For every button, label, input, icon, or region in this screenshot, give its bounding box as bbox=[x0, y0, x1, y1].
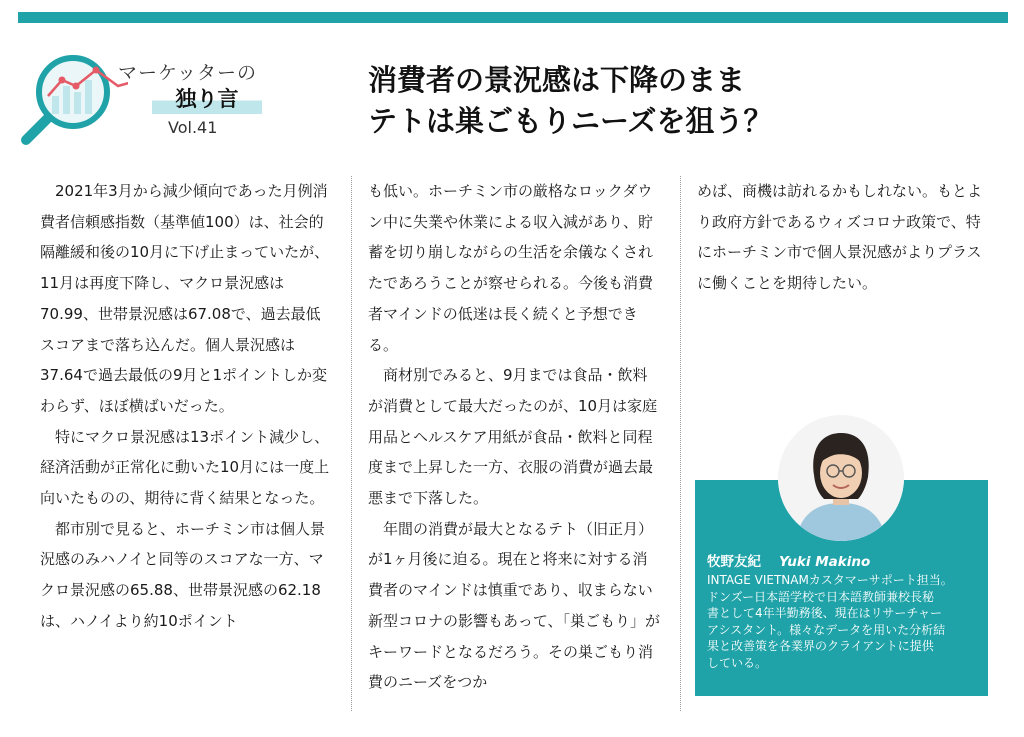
magnifier-chart-icon bbox=[18, 46, 128, 146]
author-bio-line: ドンズー日本語学校で日本語教師兼校長秘 bbox=[707, 589, 935, 604]
article-headline bbox=[368, 60, 888, 142]
column-series-logo bbox=[18, 46, 288, 146]
article-column-2 bbox=[368, 176, 662, 698]
series-subtitle bbox=[152, 84, 262, 114]
article-column-3 bbox=[697, 176, 991, 299]
paragraph: めば、商機は訪れるかもしれない。もとより政府方針であるウィズコロナ政策で、特にホーチミン市で個人景況感がよりプラスに働くことを期待したい。 bbox=[697, 182, 983, 293]
paragraph: も低い。ホーチミン市の厳格なロックダウン中に失業や休業による収入減があり、貯蓄を切り崩しながらの生活を余儀なくされたであろうことが察せられる。今後も消費者マインドの低迷は長く続くと予想できる。 bbox=[368, 182, 654, 354]
author-bio-line: 果と改善策を各業界のクライアントに提供 bbox=[707, 639, 934, 654]
headline-line-2: テトは巣ごもりニーズを狙う？ bbox=[368, 104, 773, 138]
series-name: マーケッターの bbox=[118, 62, 258, 84]
author-bio-line: している。 bbox=[707, 655, 768, 670]
article-column-1 bbox=[40, 176, 334, 637]
author-bio-line: アシスタント。様々なデータを用いた分析結 bbox=[707, 622, 946, 637]
paragraph: 2021年3月から減少傾向であった月例消費者信頼感指数（基準値100）は、社会的隔離緩和後の10月に下げ止まっていたが、11月は再度下降し、マクロ景況感は70.99、世帯景況感は67.08で、過去最低スコアまで落ち込んだ。個人景況感は37.64で過去最低の9月と1ポイントしか変わらず、ほぼ横ばいだった。 bbox=[40, 182, 330, 415]
column-divider bbox=[351, 176, 352, 711]
author-name-ja: 牧野友紀 bbox=[707, 554, 761, 570]
series-subtitle-text: 独り言 bbox=[175, 87, 239, 111]
author-name bbox=[707, 550, 870, 570]
column-divider bbox=[680, 176, 681, 711]
author-name-en: Yuki Makino bbox=[779, 554, 871, 570]
author-portrait-icon bbox=[778, 415, 904, 541]
author-photo bbox=[778, 415, 904, 541]
author-bio bbox=[707, 572, 983, 672]
paragraph: 商材別でみると、9月までは食品・飲料が消費として最大だったのが、10月は家庭用品とヘルスケア用紙が食品・飲料と同程度まで上昇した一方、衣服の消費が過去最悪まで下落した。 bbox=[368, 366, 658, 508]
top-accent-bar bbox=[18, 12, 1008, 23]
paragraph: 都市別で見ると、ホーチミン市は個人景況感のみハノイと同等のスコアな一方、マクロ景況感の65.88、世帯景況感の62.18は、ハノイより約10ポイント bbox=[40, 519, 326, 630]
paragraph: 特にマクロ景況感は13ポイント減少し、経済活動が正常化に動いた10月には一度上向いたものの、期待に背く結果となった。 bbox=[40, 427, 330, 508]
paragraph: 年間の消費が最大となるテト（旧正月）が1ヶ月後に迫る。現在と将来に対する消費者のマインドは慎重であり、収まらない新型コロナの影響もあって、「巣ごもり」がキーワードとなるだろう。その巣ごもり消費のニーズをつか bbox=[368, 519, 661, 692]
series-volume: Vol.41 bbox=[168, 118, 218, 137]
author-bio-line: INTAGE VIETNAMカスタマーサポート担当。 bbox=[707, 573, 953, 587]
author-bio-line: 書として4年半勤務後、現在はリサーチャー bbox=[707, 606, 943, 621]
headline-line-1: 消費者の景況感は下降のまま bbox=[368, 63, 746, 97]
